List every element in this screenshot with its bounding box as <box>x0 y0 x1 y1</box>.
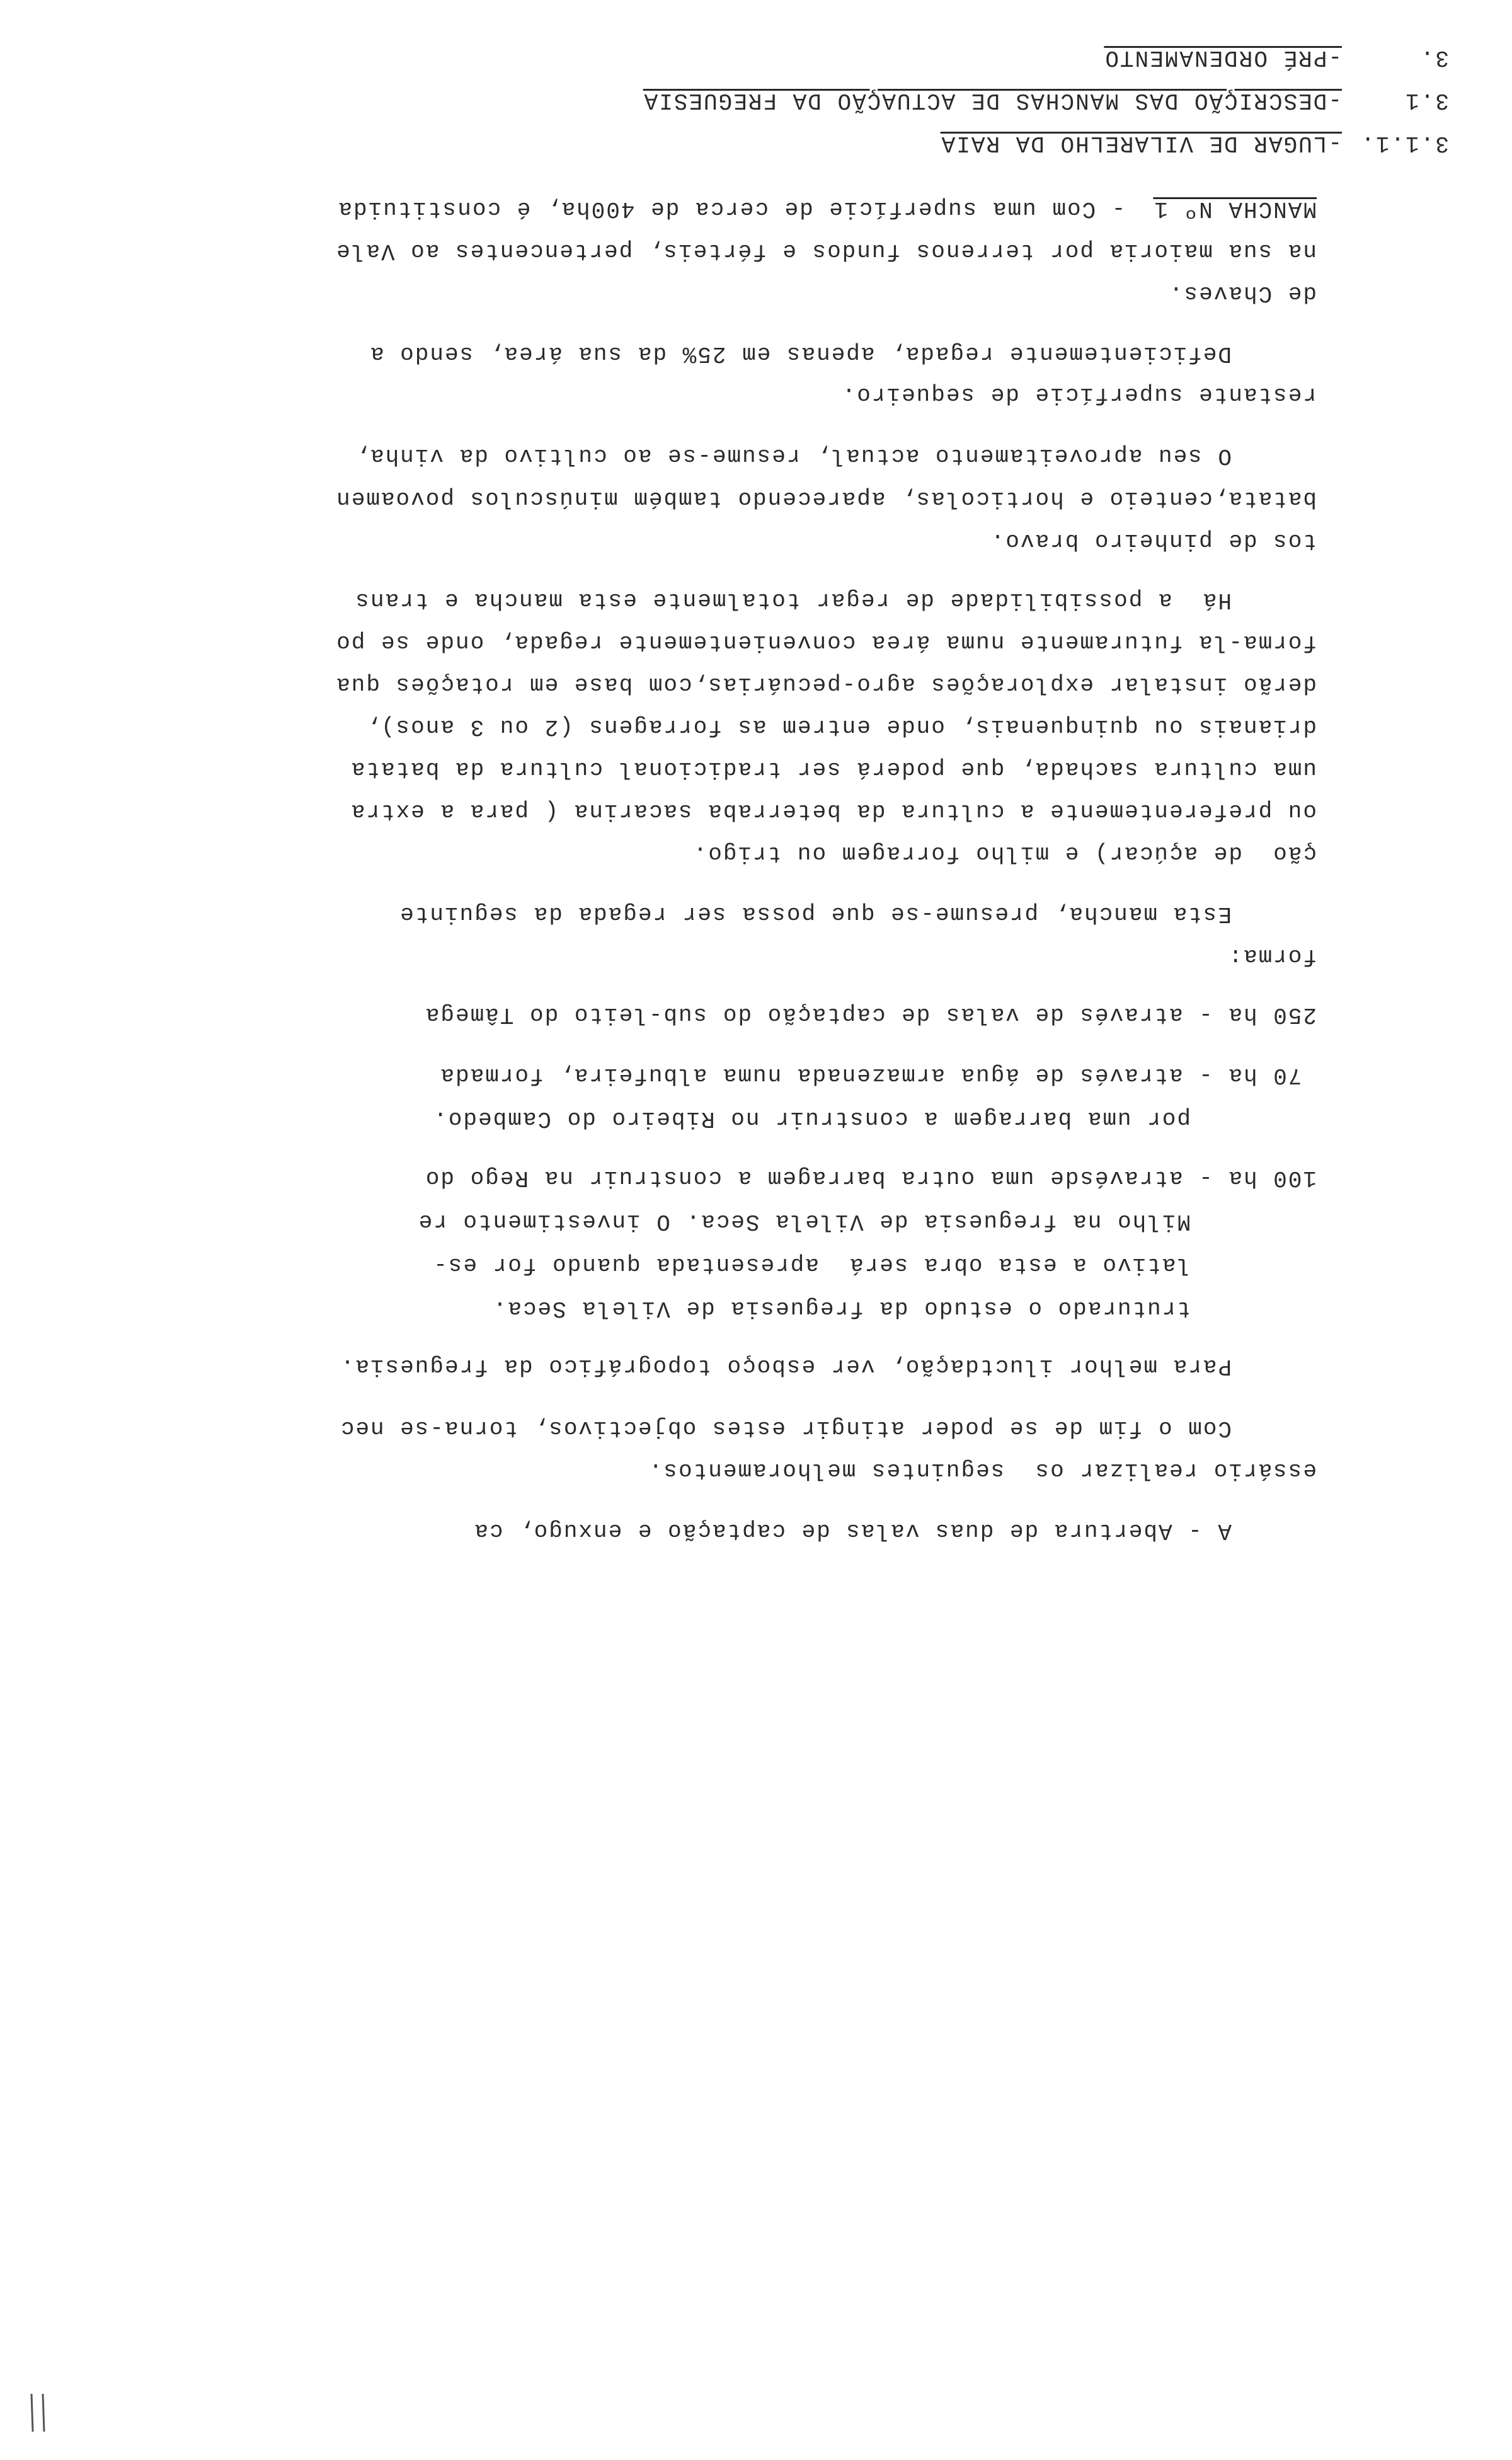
text-line: Com o fim de se poder atingir estes objectivos, torna-se nec <box>339 1415 1232 1441</box>
text-line: Deficientemente regada, apenas em 25% da sua área, sendo a <box>369 341 1232 367</box>
text-line: 250 ha - através de valas de captação do sub-leito do Tâmega <box>424 1002 1317 1028</box>
heading-3-1-1-title: -LUGAR DE VILARELHO DA RAIA <box>940 130 1342 156</box>
heading-3-1-number: 3.1 <box>1404 88 1449 113</box>
text-line: O seu aproveitamento actual, resume-se ao cultivo da vinha, <box>354 443 1232 469</box>
text-line: forma: <box>1227 943 1317 969</box>
text-line: 70 ha - através de água armazenada numa albufeira, formada <box>439 1062 1317 1088</box>
text-line: forma-la futuramente numa área convenientemente regada, onde se po <box>335 629 1317 655</box>
text-line: ção de açúcar) e milho forragem ou trigo. <box>692 841 1317 866</box>
text-line: por uma barragem a construir no Ribeiro do Cambedo. <box>432 1106 1191 1132</box>
text-line: essário realizar os seguintes melhoramentos. <box>647 1457 1317 1483</box>
heading-3-number: 3. <box>1419 45 1449 71</box>
text-line: uma cultura sachada, que poderá ser tradicional cultura da batata <box>350 756 1317 782</box>
text-line: Para melhor iluctdação, ver esboço topográfico da freguesia. <box>339 1354 1232 1379</box>
page-number-mark <box>25 2391 50 2435</box>
text-line: A - Abertura de duas valas de captação e enxugo, ca <box>473 1518 1232 1544</box>
heading-3-title: -PRÉ ORDENAMENTO <box>1104 45 1342 71</box>
text-line: lativo a esta obra será apresentada quando for es- <box>432 1252 1191 1278</box>
text-line: na sua maioria por terrenos fundos e férteis, pertencentes ao Vale <box>335 238 1317 264</box>
text-line: Há a possibilidade de regar totalmente esta mancha e trans <box>354 587 1232 613</box>
text-line: Esta mancha, presume-se que possa ser regada da seguinte <box>399 901 1232 927</box>
text-line: tos de pinheiro bravo. <box>989 528 1317 554</box>
text-line: ou preferentemente a cultura da beterraba sacarina ( para a extra <box>350 798 1317 824</box>
text-line: 100 ha - atravésde uma outra barragem a construir na Rego do <box>424 1165 1317 1191</box>
text-line: batata,centeio e horticolas, aparecendo também minúsculos povoamen <box>335 486 1317 512</box>
text-line: de Chaves. <box>1167 280 1317 306</box>
text-line: derão instalar explorações agro-pecuárias,com base em rotações qua <box>335 672 1317 698</box>
text-line: restante superfície de sequeiro. <box>840 382 1317 408</box>
heading-3-1-1-number: 3.1.1. <box>1360 130 1449 156</box>
text-line: drianais ou quinquenais, onde entrem as forragens (2 ou 3 anos), <box>365 714 1317 740</box>
text-line: - Com uma superfície de cerca de 400ha, é constituida <box>337 196 1140 222</box>
text-line: Milho na freguesia de Vilela Seca. O investimento re <box>417 1209 1191 1234</box>
heading-3-1-title: -DESCRIÇÃO DAS MANCHAS DE ACTUAÇÃO DA FREGUESIA <box>643 88 1342 113</box>
text-line: truturado o estudo da freguesia de Vilela Seca. <box>491 1296 1191 1321</box>
mancha-label: MANCHA Nº 1 <box>1153 196 1317 222</box>
